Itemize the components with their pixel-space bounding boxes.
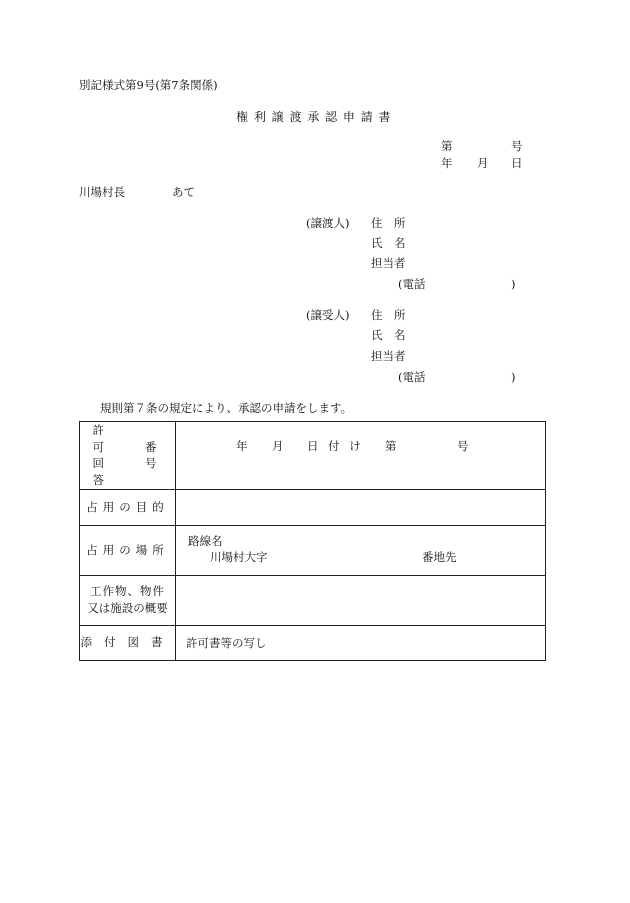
table-row xyxy=(80,422,546,490)
facility-label-line2: 又は施設の概要 xyxy=(87,601,168,616)
table-row xyxy=(80,525,546,575)
transferor-phone-close: ) xyxy=(511,277,516,291)
transferor-role: (譲渡人) xyxy=(306,216,350,230)
location-label-cell xyxy=(80,525,176,575)
answer-label: 回 答 xyxy=(92,456,128,488)
doc-date-day: 日 xyxy=(511,156,523,170)
transferee-role: (譲受人) xyxy=(306,308,350,322)
permit-label: 許 可 xyxy=(92,423,128,454)
purpose-label-cell xyxy=(80,489,176,525)
facility-value xyxy=(176,575,546,625)
facility-label-line1: 工作物、物件 xyxy=(90,583,165,598)
attachments-label-cell xyxy=(80,625,176,660)
permit-number-value xyxy=(176,422,546,490)
form-reference: 別記様式第9号(第7条関係) xyxy=(79,78,218,92)
addressee-name: 川場村長 xyxy=(79,185,125,199)
village-aza: 川場村大字 xyxy=(210,549,268,564)
doc-date-month: 月 xyxy=(477,156,489,170)
table-row xyxy=(80,489,546,525)
route-name-label: 路線名 xyxy=(188,533,223,548)
number-label: 番 号 xyxy=(145,440,180,471)
application-table xyxy=(79,421,546,661)
permit-number-label xyxy=(80,422,180,490)
doc-number-dai: 第 xyxy=(441,139,453,153)
transferee-address-label: 住 所 xyxy=(371,308,406,322)
attachments-label: 添付図書 xyxy=(80,635,175,650)
row1-go: 号 xyxy=(457,439,469,453)
facility-label-cell xyxy=(80,575,176,625)
row1-dated: 日 付 け xyxy=(307,439,364,453)
location-value xyxy=(176,525,546,575)
application-statement: 規則第７条の規定により、承認の申請をします。 xyxy=(100,401,353,415)
row1-year: 年 xyxy=(236,439,248,453)
table-row xyxy=(80,575,546,625)
attachments-value: 許可書等の写し xyxy=(176,625,546,660)
purpose-value xyxy=(176,489,546,525)
row1-month: 月 xyxy=(272,439,284,453)
addressee-ate: あて xyxy=(172,185,195,199)
transferor-contact-label: 担当者 xyxy=(371,256,406,270)
doc-date-year: 年 xyxy=(441,156,453,170)
transferor-address-label: 住 所 xyxy=(371,216,406,230)
table-row xyxy=(80,625,546,660)
transferor-phone-open: (電話 xyxy=(398,277,426,291)
transferee-phone-close: ) xyxy=(511,370,516,384)
doc-number-go: 号 xyxy=(511,139,523,153)
purpose-label: 占用の目的 xyxy=(86,499,169,514)
transferee-phone-open: (電話 xyxy=(398,370,426,384)
lot-number: 番地先 xyxy=(422,549,457,564)
location-label: 占用の場所 xyxy=(86,542,169,557)
document-title: 権 利 譲 渡 承 認 申 請 書 xyxy=(236,110,392,124)
transferor-name-label: 氏 名 xyxy=(371,236,406,250)
transferee-name-label: 氏 名 xyxy=(371,328,406,342)
transferee-contact-label: 担当者 xyxy=(371,349,406,363)
row1-dai: 第 xyxy=(385,439,397,453)
